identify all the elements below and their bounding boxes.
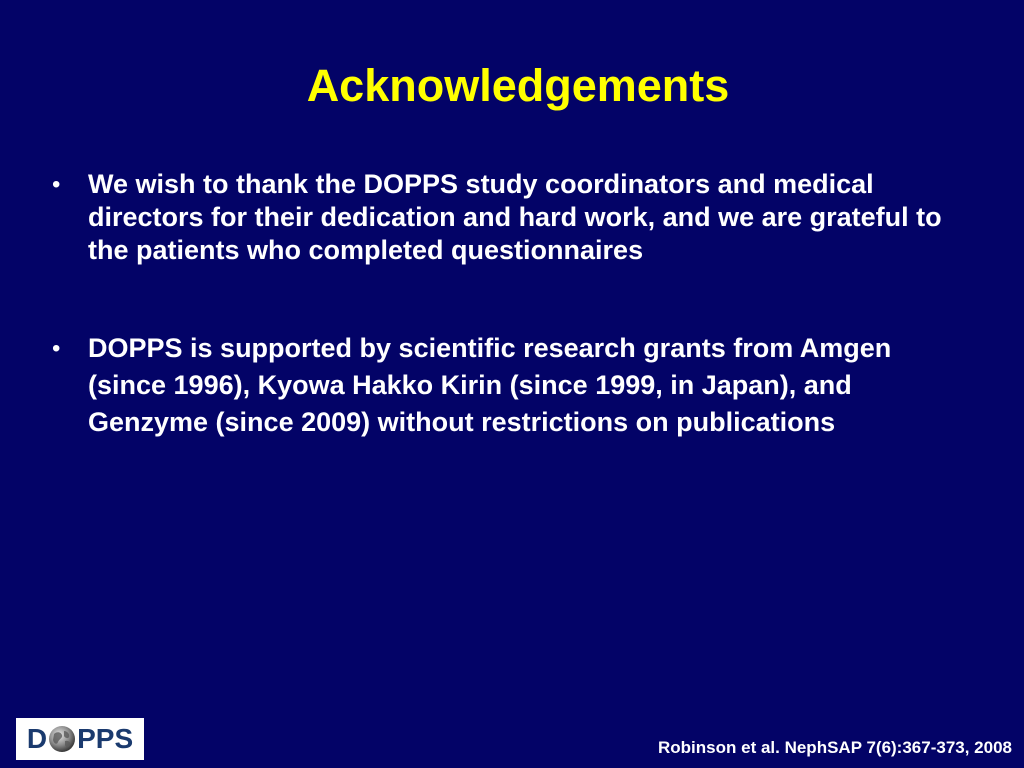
bullet-list [42,168,972,441]
bullet-marker: • [52,171,61,198]
globe-icon [48,725,76,753]
bullet-item-funding [42,330,972,441]
bullet-text: We wish to thank the DOPPS study coordinators and medical directors for their dedication and hard work, and we are grateful to the patients who completed questionnaires [88,169,942,265]
bullet-marker: • [52,335,61,362]
dopps-logo [16,718,144,760]
logo-letters-pps: PPS [77,723,134,754]
citation: Robinson et al. NephSAP 7(6):367-373, 2008 [658,738,1012,757]
bullet-text: DOPPS is supported by scientific research grants from Amgen (since 1996), Kyowa Hakko Kirin (since 1999, in Japan), and Genzyme (since 2009) without restrictions on publications [88,333,892,437]
logo-letter-d: D [26,723,48,754]
slide-title: Acknowledgements [306,60,730,111]
bullet-item-thanks [42,168,972,267]
